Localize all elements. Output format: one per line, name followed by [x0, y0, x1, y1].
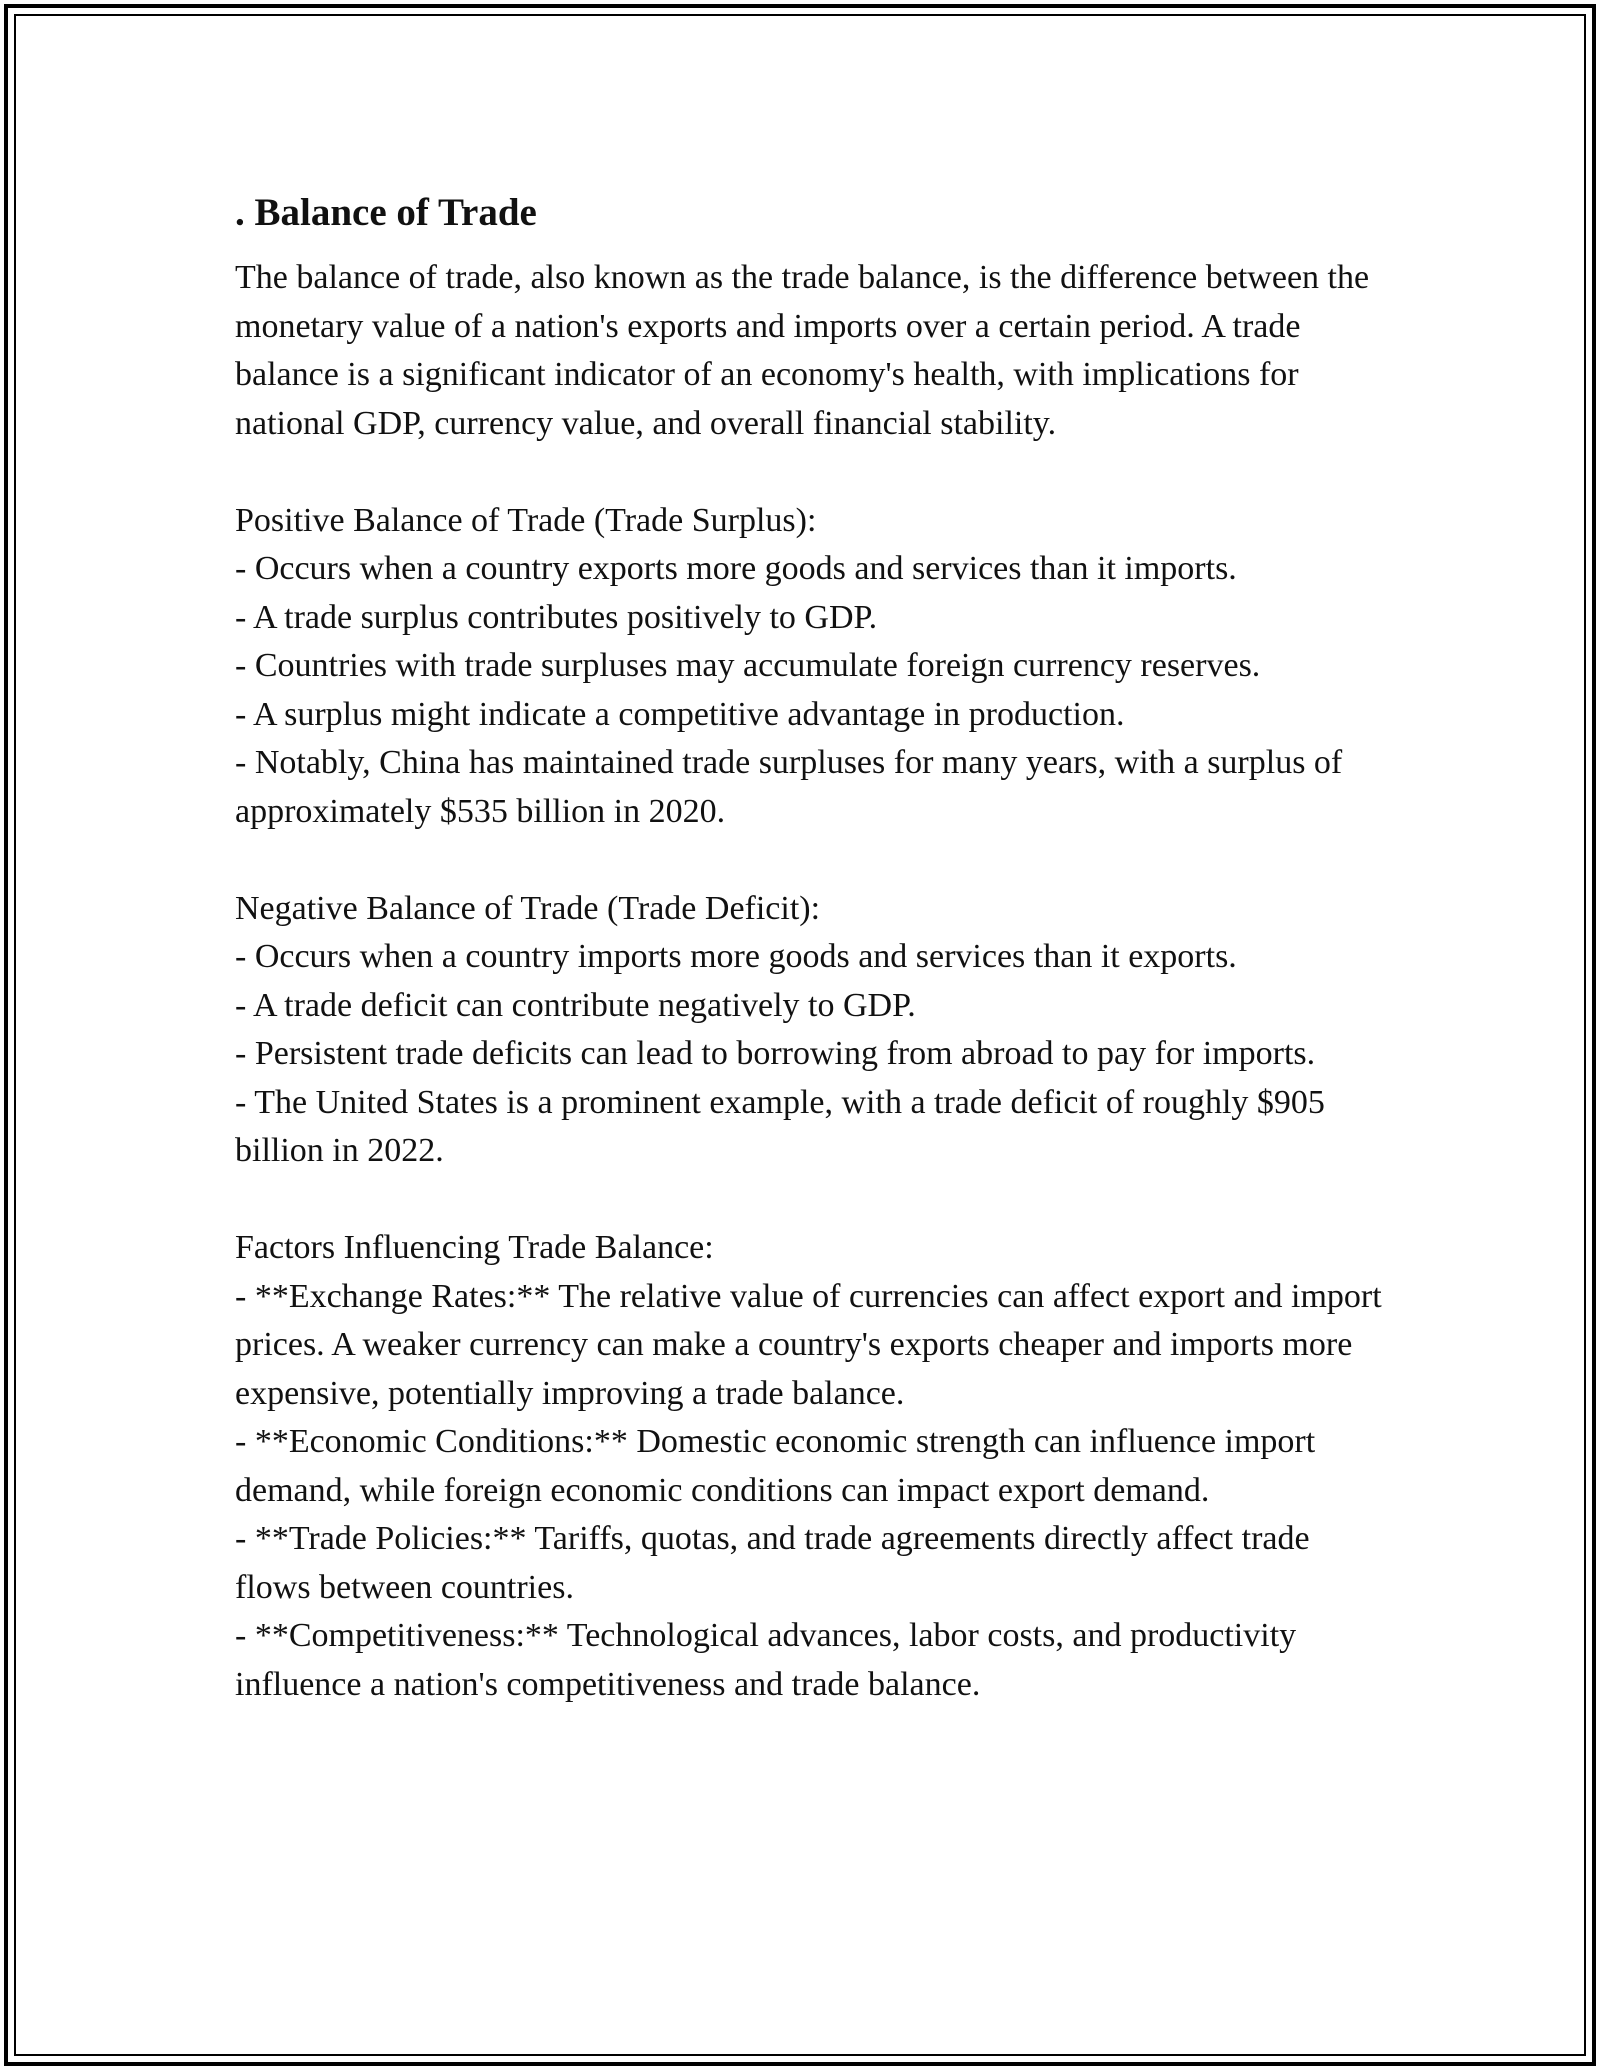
- list-item: - A surplus might indicate a competitive advantage in production.: [235, 695, 1125, 733]
- list-item: - **Trade Policies:** Tariffs, quotas, and trade agreements directly affect trade flows between countries.: [235, 1520, 1310, 1606]
- section-trade-deficit: [235, 885, 1385, 1176]
- list-item: - **Exchange Rates:** The relative value of currencies can affect export and import prices. A weaker currency can make a country's exports cheaper and imports more expensive, potentially improving a trade balance.: [235, 1277, 1382, 1412]
- list-item: - Occurs when a country exports more goods and services than it imports.: [235, 550, 1237, 587]
- intro-paragraph: The balance of trade, also known as the trade balance, is the difference between the monetary value of a nation's exports and imports over a certain period. A trade balance is a significant indicator of an economy's health, with implications for national GDP, currency value, and overall financial stability.: [235, 259, 1370, 442]
- list-item: - Notably, China has maintained trade surpluses for many years, with a surplus of approximately $535 billion in 2020.: [235, 744, 1343, 830]
- list-item: - A trade surplus contributes positively to GDP.: [235, 598, 878, 636]
- list-item: - The United States is a prominent example, with a trade deficit of roughly $905 billion in 2022.: [235, 1083, 1325, 1169]
- list-item: - Countries with trade surpluses may accumulate foreign currency reserves.: [235, 647, 1261, 684]
- section-heading: Factors Influencing Trade Balance:: [235, 1229, 714, 1266]
- list-item: - Persistent trade deficits can lead to borrowing from abroad to pay for imports.: [235, 1035, 1316, 1072]
- list-item: - A trade deficit can contribute negatively to GDP.: [235, 986, 916, 1024]
- list-item: - Occurs when a country imports more goods and services than it exports.: [235, 938, 1237, 975]
- document-body: [235, 185, 1385, 1709]
- list-item: - **Competitiveness:** Technological advances, labor costs, and productivity influence a nation's competitiveness and trade balance.: [235, 1617, 1297, 1703]
- page-title: . Balance of Trade: [235, 191, 537, 234]
- list-item: - **Economic Conditions:** Domestic economic strength can influence import demand, while foreign economic conditions can impact export demand.: [235, 1423, 1316, 1509]
- section-heading: Positive Balance of Trade (Trade Surplus):: [235, 501, 817, 539]
- section-trade-surplus: [235, 497, 1385, 837]
- section-factors: [235, 1224, 1385, 1709]
- section-heading: Negative Balance of Trade (Trade Deficit):: [235, 889, 821, 927]
